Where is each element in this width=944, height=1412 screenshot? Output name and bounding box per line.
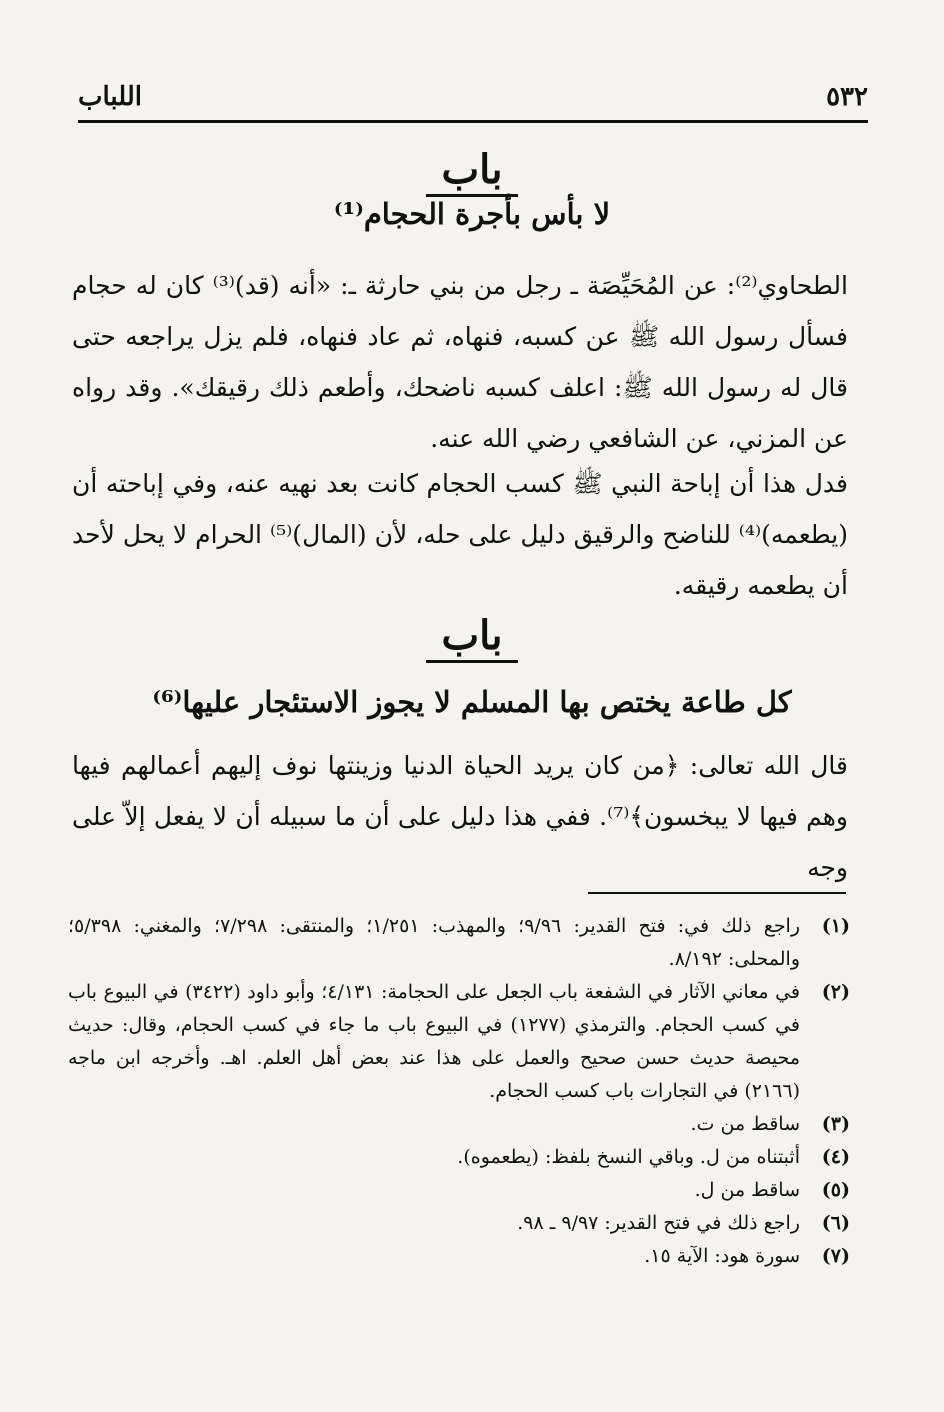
footnote-number: (٥) (821, 1179, 850, 1201)
footnote (68, 1108, 850, 1141)
section-1-paragraph-2: فدل هذا أن إباحة النبي ﷺ كسب الحجام كانت بعد نهيه عنه، وفي إباحته أن (يطعمه)⁽⁴⁾ للناضح والرقيق دليل على حله، لأن (المال)⁽⁵⁾ الحرام لا يحل لأحد أن يطعمه رقيقه. (72, 469, 849, 600)
footnote (68, 1240, 850, 1273)
footnote (68, 976, 850, 1108)
footnote-text: ساقط من ل. (694, 1179, 800, 1201)
section-2-title: كل طاعة يختص بها المسلم لا يجوز الاستئجار عليها⁽⁶⁾ (152, 685, 792, 719)
page-header (78, 80, 868, 123)
footnote-text: راجع ذلك في: فتح القدير: ٩/٩٦؛ والمهذب: ١/٢٥١؛ والمنتقى: ٧/٢٩٨؛ والمغني: ٥/٣٩٨؛ والمحلى: ٨/١٩٢. (68, 915, 801, 970)
footnote-number: (٣) (821, 1113, 850, 1135)
section-1-paragraph-1: الطحاوي⁽²⁾: عن المُحَيِّصَة ـ رجل من بني حارثة ـ: «أنه (قد)⁽³⁾ كان له حجام فسأل رسول الله ﷺ عن كسبه، فنهاه، ثم عاد فنهاه، فلم يزل يراجعه حتى قال له رسول الله ﷺ: اعلف كسبه ناضحك، وأطعم ذلك رقيقك». وقد رواه عن المزني، عن الشافعي رضي الله عنه. (72, 271, 848, 453)
section-2-paragraph-1: قال الله تعالى: ﴿من كان يريد الحياة الدنيا وزينتها نوف إليهم أعمالهم فيها وهم فيها لا يبخسون﴾⁽⁷⁾. ففي هذا دليل على أن ما سبيله أن لا يفعل إلاّ على وجه (72, 751, 848, 882)
footnote-number: (١) (821, 915, 850, 937)
footnote-number: (٧) (821, 1245, 850, 1267)
footnote (68, 1141, 850, 1174)
running-title: اللباب (78, 82, 142, 112)
footnotes (68, 910, 850, 1273)
footnote-text: راجع ذلك في فتح القدير: ٩/٩٧ ـ ٩٨. (517, 1212, 800, 1234)
footnote-number: (٦) (821, 1212, 850, 1234)
footnote (68, 910, 850, 976)
section-1-bab-heading: باب (0, 148, 944, 197)
footnote-text: أثبتناه من ل. وباقي النسخ بلفظ: (يطعموه). (457, 1146, 800, 1168)
page-number: ٥٣٢ (826, 82, 868, 112)
footnote-number: (٢) (821, 981, 850, 1003)
footnote (68, 1207, 850, 1240)
footnote-separator (588, 892, 846, 894)
footnote-number: (٤) (821, 1146, 850, 1168)
section-1-title: لا بأس بأجرة الحجام⁽¹⁾ (333, 197, 611, 231)
footnote-text: في معاني الآثار في الشفعة باب الجعل على الحجامة: ٤/١٣١؛ وأبو داود (٣٤٢٢) في البيوع باب في كسب الحجام. والترمذي (١٢٧٧) في البيوع باب ما جاء في كسب الحجام، وقال: حديث محيصة حديث حسن صحيح والعمل على هذا عند بعض أهل العلم. اهـ. وأخرجه ابن ماجه (٢١٦٦) في التجارات باب كسب الحجام. (68, 981, 800, 1102)
footnote (68, 1174, 850, 1207)
section-2-bab-heading: باب (0, 614, 944, 663)
footnote-text: سورة هود: الآية ١٥. (644, 1245, 800, 1267)
footnote-text: ساقط من ت. (690, 1113, 800, 1135)
